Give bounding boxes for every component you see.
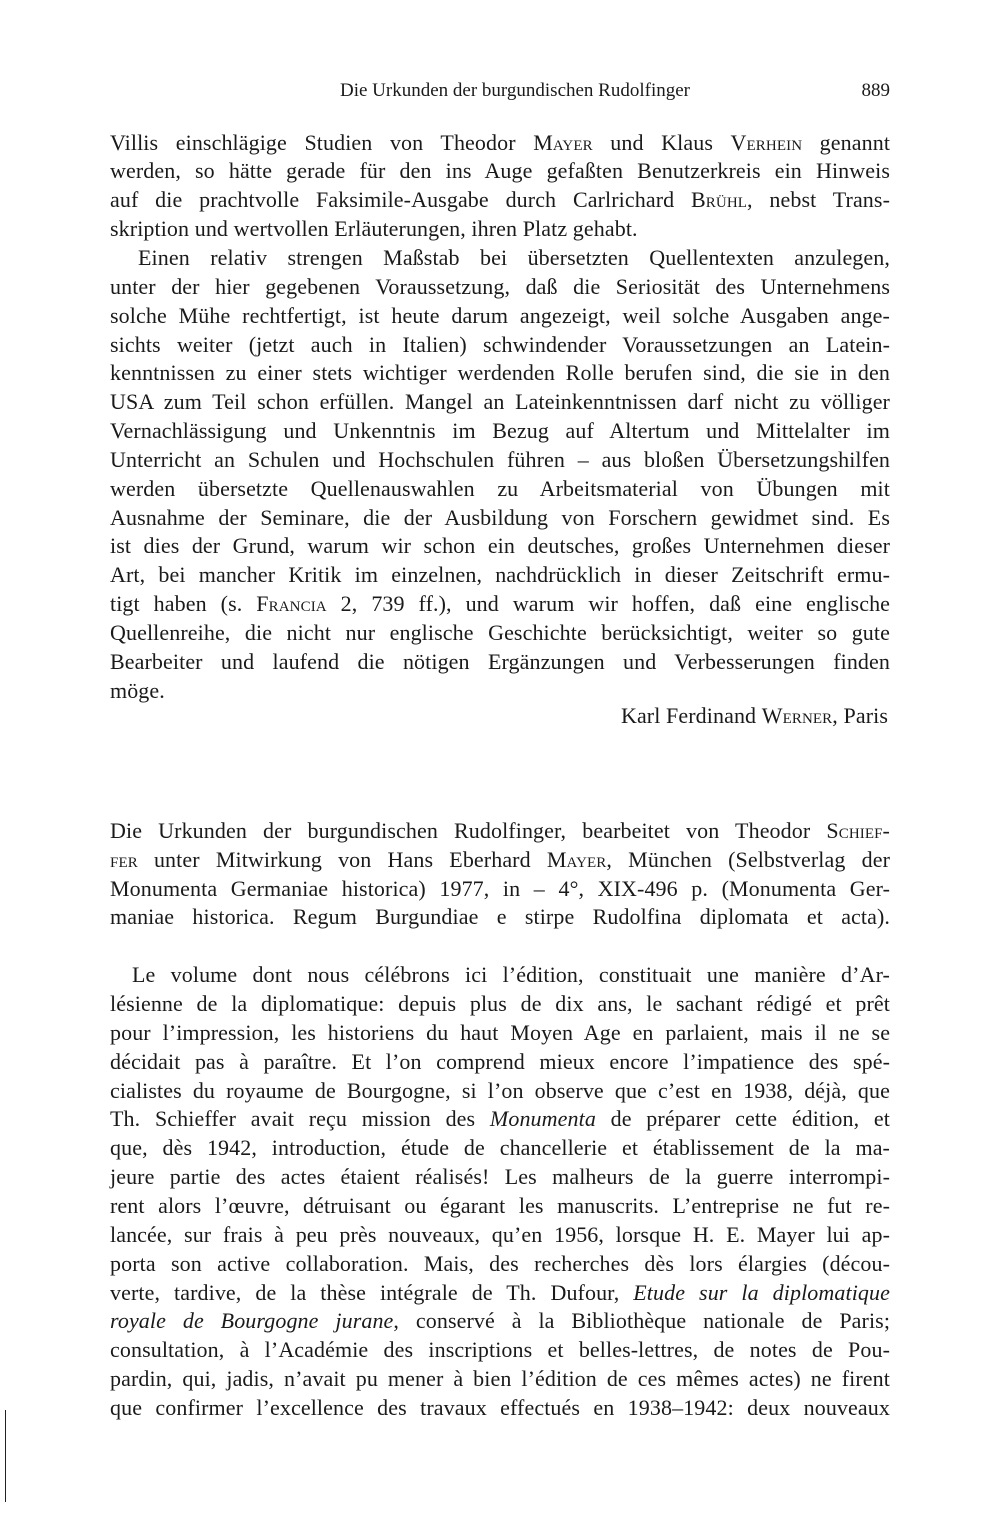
text-line: ist dies der Grund, warum wir schon ein deutsches, großes Unternehmen dieser <box>110 533 891 558</box>
text-line: Unterricht an Schulen und Hochschulen führen – aus bloßen Übersetzungshilfen <box>110 447 891 472</box>
text-line: möge. <box>110 678 165 703</box>
text-line: cialistes du royaume de Bourgogne, si l’on observe que c’est en 1938, déjà, que <box>110 1078 890 1103</box>
text-line: skription und wertvollen Erläuterungen, ihren Platz gehabt. <box>110 216 638 241</box>
text-line: Th. Schieffer avait reçu mission des Monumenta de préparer cette édition, et <box>110 1106 891 1131</box>
text-line: que confirmer l’excellence des travaux effectués en 1938–1942: deux nouveaux <box>110 1395 890 1420</box>
scan-margin-line <box>5 1410 6 1502</box>
text-line: Quellenreihe, die nicht nur englische Geschichte berücksichtigt, weiter so gute <box>110 620 890 645</box>
text-line: verte, tardive, de la thèse intégrale de Th. Dufour, Etude sur la diplomatique <box>110 1280 890 1305</box>
running-title: Die Urkunden der burgundischen Rudolfinger <box>339 80 690 101</box>
text-line: werden übersetzte Quellenauswahlen zu Arbeitsmaterial von Übungen mit <box>110 476 890 501</box>
text-line: kenntnissen zu einer stets wichtiger werdenden Rolle berufen sind, die sie in den <box>110 360 890 385</box>
text-line: jeure partie des actes étaient réalisés! Les malheurs de la guerre interrompi- <box>110 1164 891 1189</box>
text-line: auf die prachtvolle Faksimile-Ausgabe durch Carlrichard Brühl, nebst Trans- <box>110 187 890 212</box>
text-line: que, dès 1942, introduction, étude de chancellerie et établissement de la ma- <box>110 1135 890 1160</box>
text-line: solche Mühe rechtfertigt, ist heute darum angezeigt, weil solche Ausgaben ange- <box>110 303 890 328</box>
running-head <box>110 78 890 104</box>
text-line: lésienne de la diplomatique: depuis plus de dix ans, le sachant rédigé et prêt <box>110 991 890 1016</box>
page-number: 889 <box>861 80 890 101</box>
text-line: maniae historica. Regum Burgundiae e stirpe Rudolfina diplomata et acta). <box>110 904 891 929</box>
text-line: royale de Bourgogne jurane, conservé à la Bibliothèque nationale de Paris; <box>110 1308 891 1333</box>
text-line: rent alors l’œuvre, détruisant ou égarant les manuscrits. L’entreprise ne fut re- <box>110 1193 891 1218</box>
text-line: unter der hier gegebenen Voraussetzung, daß die Seriosität des Unternehmens <box>110 274 891 299</box>
text-line: décidait pas à paraître. Et l’on comprend mieux encore l’impatience des spé- <box>110 1049 890 1074</box>
text-line: USA zum Teil schon erfüllen. Mangel an Lateinkenntnissen darf nicht zu völliger <box>110 389 890 414</box>
text-line: porta son active collaboration. Mais, des recherches dès lors élargies (décou- <box>110 1251 891 1276</box>
text-line: fer unter Mitwirkung von Hans Eberhard Mayer, München (Selbstverlag der <box>110 847 891 872</box>
text-line: Die Urkunden der burgundischen Rudolfinger, bearbeitet von Theodor Schief- <box>110 818 890 843</box>
text-line: Le volume dont nous célébrons ici l’édition, constituait une manière d’Ar- <box>132 962 890 987</box>
text-line: pardin, qui, jadis, n’avait pu mener à bien l’édition de ces mêmes actes) ne firent <box>110 1366 890 1391</box>
text-line: tigt haben (s. Francia 2, 739 ff.), und warum wir hoffen, daß eine englische <box>110 591 891 616</box>
reviewer-signature: Karl Ferdinand Werner, Paris <box>620 703 888 728</box>
text-line: Einen relativ strengen Maßstab bei übersetzten Quellentexten anzulegen, <box>138 245 890 270</box>
text-line: Ausnahme der Seminare, die der Ausbildung von Forschern gewidmet sind. Es <box>110 505 890 530</box>
text-line: Bearbeiter und laufend die nötigen Ergänzungen und Verbesserungen finden <box>110 649 890 674</box>
text-line: Villis einschlägige Studien von Theodor Mayer und Klaus Verhein genannt <box>110 130 891 155</box>
text-line: Monumenta Germaniae historica) 1977, in – 4°, XIX-496 p. (Monumenta Ger- <box>110 876 891 901</box>
text-line: consultation, à l’Académie des inscriptions et belles-lettres, de notes de Pou- <box>110 1337 891 1362</box>
text-line: sichts weiter (jetzt auch in Italien) schwindender Voraussetzungen an Latein- <box>110 332 891 357</box>
text-line: Vernachlässigung und Unkenntnis im Bezug auf Altertum und Mittelalter im <box>110 418 890 443</box>
text-line: werden, so hätte gerade für den ins Auge gefaßten Benutzerkreis ein Hinweis <box>110 158 890 183</box>
text-line: pour l’impression, les historiens du haut Moyen Age en parlaient, mais il ne se <box>110 1020 891 1045</box>
text-line: Art, bei mancher Kritik im einzelnen, nachdrücklich in dieser Zeitschrift ermu- <box>110 562 891 587</box>
text-line: lancée, sur frais à peu près nouveaux, qu’en 1956, lorsque H. E. Mayer lui ap- <box>110 1222 891 1247</box>
